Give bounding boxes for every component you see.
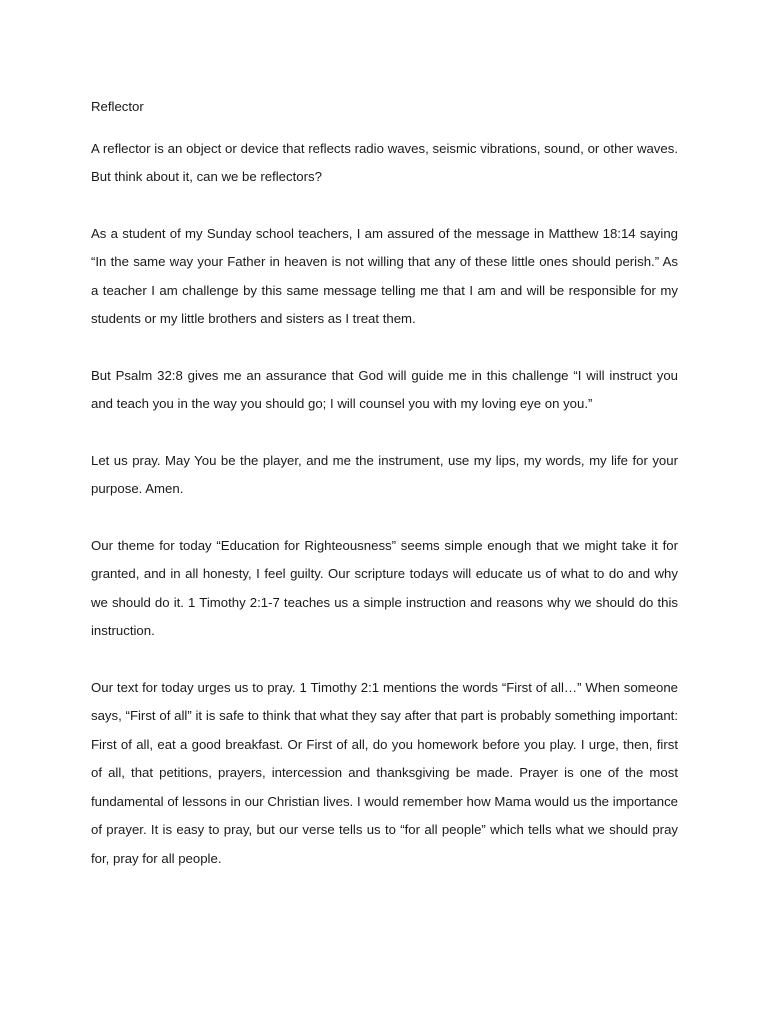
paragraph-3: But Psalm 32:8 gives me an assurance that God will guide me in this challenge “I will instruct you and teach you in the way you should go; I will counsel you with my loving eye on you.” bbox=[91, 367, 678, 411]
document-title: Reflector bbox=[91, 99, 144, 114]
paragraph-4: Let us pray. May You be the player, and me the instrument, use my lips, my words, my life for your purpose. Amen. bbox=[91, 452, 678, 496]
paragraph-6: Our text for today urges us to pray. 1 Timothy 2:1 mentions the words “First of all…” When someone says, “First of all” it is safe to think that what they say after that part is probably something important: First of all, eat a good breakfast. Or First of all, do you homework before you play. I urge, then, first of all, that petitions, prayers, intercession and thanksgiving be made. Prayer is one of the most fundamental of lessons in our Christian lives. I would remember how Mama would us the importance of prayer. It is easy to pray, but our verse tells us to “for all people” which tells what we should pray for, pray for all people. bbox=[91, 679, 678, 866]
document-body bbox=[91, 93, 678, 901]
paragraph-2: As a student of my Sunday school teachers, I am assured of the message in Matthew 18:14 saying “In the same way your Father in heaven is not willing that any of these little ones should perish.” As a teacher I am challenge by this same message telling me that I am and will be responsible for my students or my little brothers and sisters as I treat them. bbox=[91, 225, 678, 326]
paragraph-5: Our theme for today “Education for Righteousness” seems simple enough that we might take it for granted, and in all honesty, I feel guilty. Our scripture todays will educate us of what to do and why we should do it. 1 Timothy 2:1-7 teaches us a simple instruction and reasons why we should do this instruction. bbox=[91, 537, 678, 638]
paragraph-1: A reflector is an object or device that reflects radio waves, seismic vibrations, sound, or other waves. But think about it, can we be reflectors? bbox=[91, 140, 678, 184]
